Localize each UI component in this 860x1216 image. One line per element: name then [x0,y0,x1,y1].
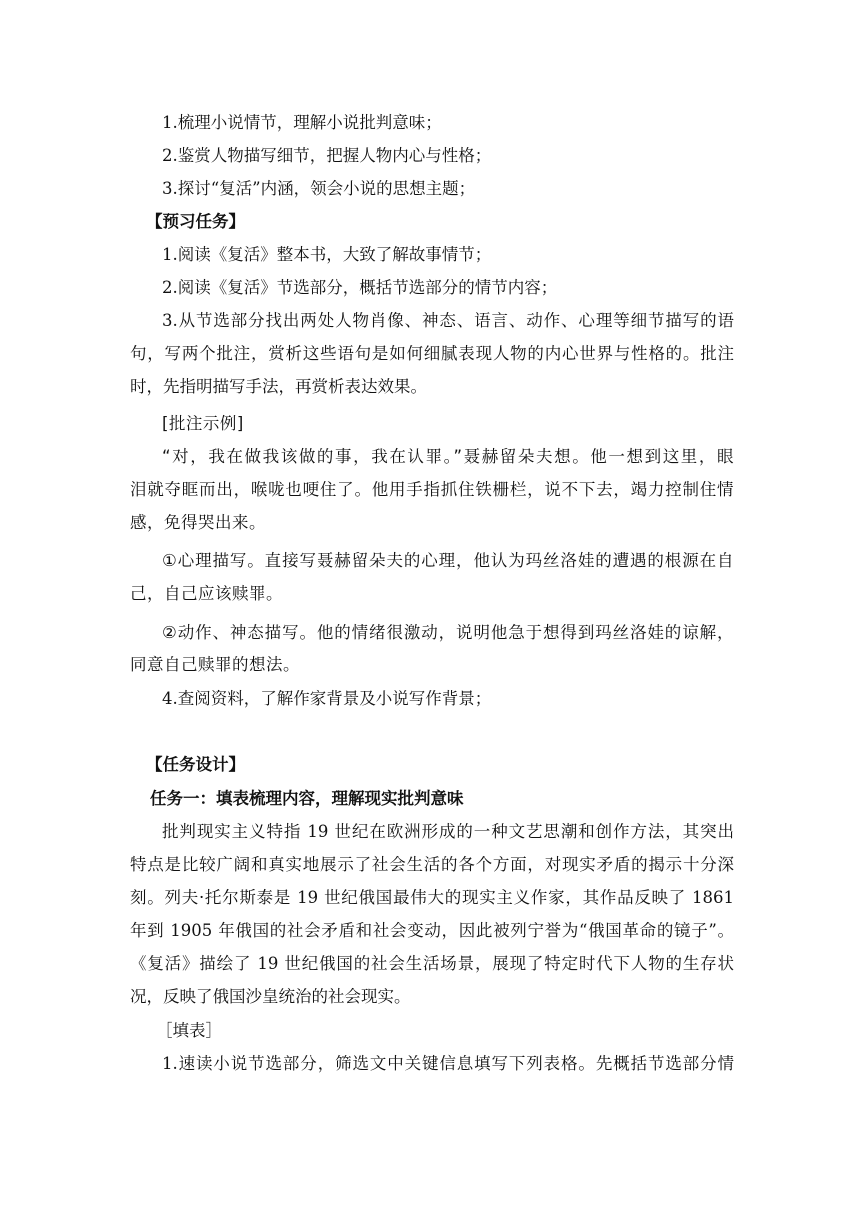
example-quote-line-1: “对，我在做我该做的事，我在认罪。”聂赫留朵夫想。他一想到这里，眼 [162,447,734,466]
note-2-line-1: ②动作、神态描写。他的情绪很激动，说明他急于想得到玛丝洛娃的谅解， [162,623,734,642]
example-quote-line-3: 感，免得哭出来。 [130,513,266,532]
preview-item-3-line-1: 3.从节选部分找出两处人物肖像、神态、语言、动作、心理等细节描写的语 [162,311,734,330]
preview-heading: 【预习任务】 [146,212,245,231]
preview-item-2: 2.阅读《复活》节选部分，概括节选部分的情节内容； [162,278,558,297]
objective-3: 3.探讨“复活”内涵，领会小说的思想主题； [162,179,476,198]
preview-item-4: 4.查阅资料，了解作家背景及小说写作背景； [162,689,492,708]
preview-item-3-line-2: 句，写两个批注，赏析这些语句是如何细腻表现人物的内心世界与性格的。批注 [130,344,734,363]
preview-item-3-line-3: 时，先指明描写手法，再赏析表达效果。 [130,377,427,396]
fill-item-1: 1.速读小说节选部分，筛选文中关键信息填写下列表格。先概括节选部分情 [162,1054,734,1073]
paragraph-line-2: 特点是比较广阔和真实地展示了社会生活的各个方面，对现实矛盾的揭示十分深 [130,855,734,874]
task1-title: 任务一：填表梳理内容，理解现实批判意味 [150,789,464,808]
paragraph-line-1: 批判现实主义特指 19 世纪在欧洲形成的一种文艺思潮和创作方法，其突出 [162,822,734,841]
paragraph-line-5: 《复活》描绘了 19 世纪俄国的社会生活场景，展现了特定时代下人物的生存状 [130,954,734,973]
design-heading: 【任务设计】 [146,755,245,774]
paragraph-line-3: 刻。列夫·托尔斯泰是 19 世纪俄国最伟大的现实主义作家，其作品反映了 1861 [130,888,734,907]
objective-1: 1.梳理小说情节，理解小说批判意味； [162,113,442,132]
objective-2: 2.鉴赏人物描写细节，把握人物内心与性格； [162,146,492,165]
note-1-line-1: ①心理描写。直接写聂赫留朵夫的心理，他认为玛丝洛娃的遭遇的根源在自 [162,551,734,570]
paragraph-line-6: 况，反映了俄国沙皇统治的社会现实。 [130,987,411,1006]
fill-label: ［填表］ [156,1021,222,1040]
note-2-line-2: 同意自己赎罪的想法。 [130,655,300,674]
example-label: [批注示例] [162,414,244,433]
note-1-line-2: 己，自己应该赎罪。 [130,584,283,603]
preview-item-1: 1.阅读《复活》整本书，大致了解故事情节； [162,245,492,264]
paragraph-line-4: 年到 1905 年俄国的社会矛盾和社会变动，因此被列宁誉为“俄国革命的镜子”。 [130,921,734,940]
example-quote-line-2: 泪就夺眶而出，喉咙也哽住了。他用手指抓住铁栅栏，说不下去，竭力控制住情 [130,480,734,499]
